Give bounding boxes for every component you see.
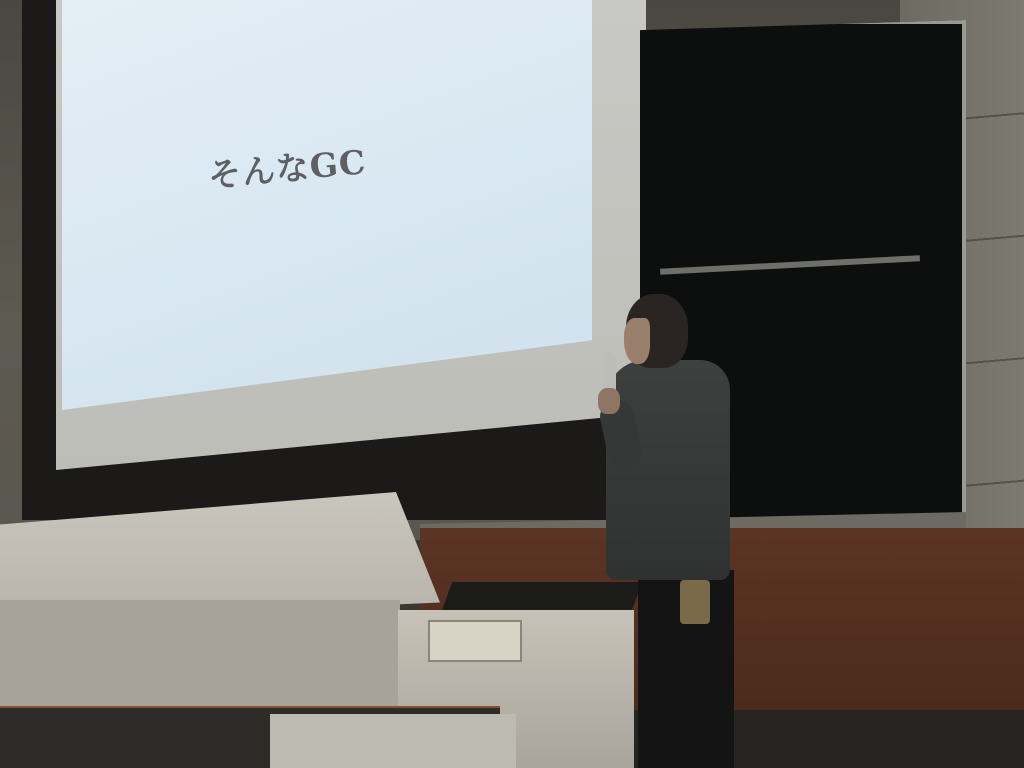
- slide-title: そんなGC: [206, 142, 368, 195]
- speaker-pocket-item: [680, 580, 710, 624]
- microphone: [604, 352, 616, 392]
- presentation-slide: [62, 0, 592, 410]
- cabinet-device: [428, 620, 522, 662]
- speaker-face: [624, 318, 650, 364]
- speaker-body: [606, 360, 730, 580]
- paper-sheet: [270, 714, 516, 768]
- speaker-hand: [598, 388, 620, 414]
- lectern-body: [0, 600, 400, 710]
